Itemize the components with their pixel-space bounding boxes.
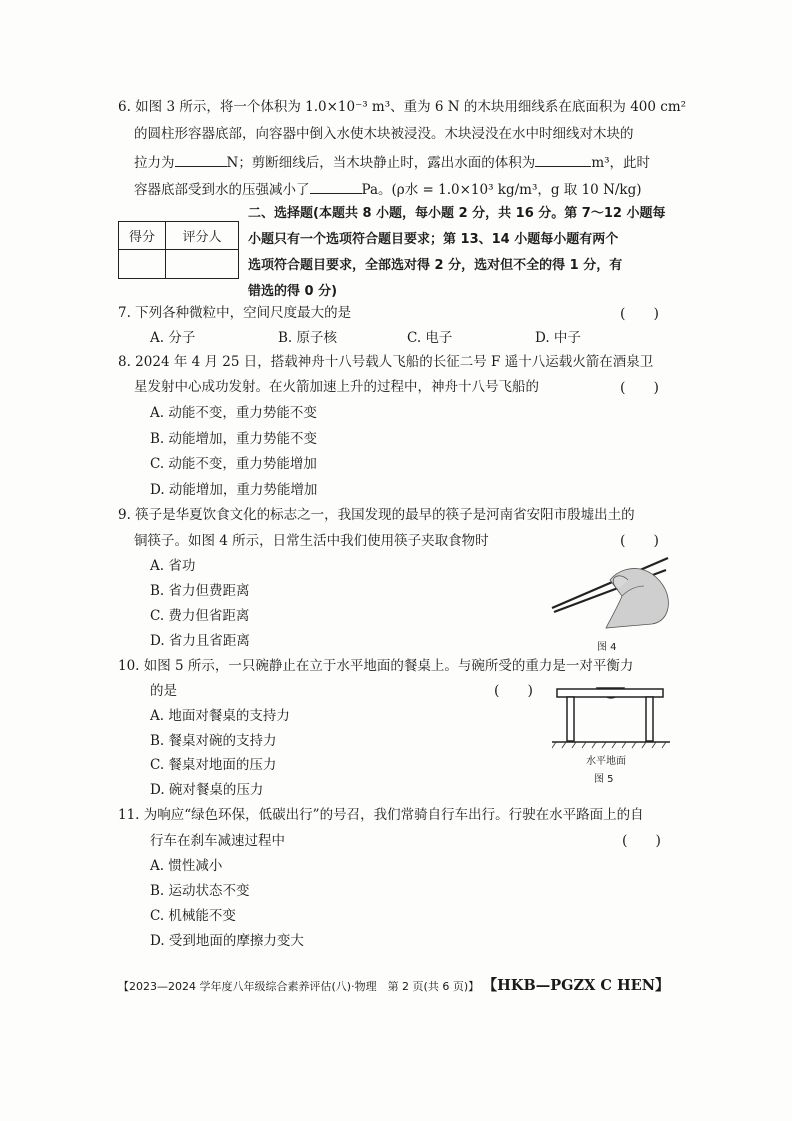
q6-l4a: 容器底部受到水的压强减小了: [134, 182, 310, 198]
section2-line-4: 错选的得 0 分): [248, 284, 338, 299]
q6-blank-1[interactable]: [175, 152, 227, 167]
q6-blank-3[interactable]: [310, 179, 362, 194]
chopsticks-figure: [548, 550, 672, 630]
section2-line-1: 二、选择题(本题共 8 小题，每小题 2 分，共 16 分。第 7～12 小题每: [248, 206, 666, 221]
section2-line-3: 选项符合题目要求，全部选对得 2 分，选对但不全的得 1 分，有: [248, 258, 623, 273]
fig4-caption: 图 4: [597, 642, 617, 653]
q6-line-4: [134, 179, 642, 199]
q10-option-a: A. 地面对餐桌的支持力: [150, 708, 290, 724]
q8-answer-paren[interactable]: ( ): [620, 380, 659, 396]
q9-line-2: 铜筷子。如图 4 所示，日常生活中我们使用筷子夹取食物时: [134, 533, 489, 549]
q10-option-b: B. 餐桌对碗的支持力: [150, 733, 277, 749]
q11-line-1: 11. 为响应“绿色环保，低碳出行”的号召，我们常骑自行车出行。行驶在水平路面上的自: [118, 807, 644, 823]
q7-option-a: A. 分子: [150, 330, 196, 346]
q10-line-2: 的是: [150, 683, 177, 699]
footer-text: 【2023—2024 学年度八年级综合素养评估(八)·物理 第 2 页(共 6 页)】: [118, 980, 480, 993]
score-cell[interactable]: [119, 250, 166, 279]
q6-l3a: 拉力为: [134, 155, 175, 171]
page-footer: [118, 974, 669, 995]
q9-option-a: A. 省功: [150, 558, 196, 574]
q10-option-c: C. 餐桌对地面的压力: [150, 757, 277, 773]
q8-option-b: B. 动能增加，重力势能不变: [150, 431, 318, 447]
q10-answer-paren[interactable]: ( ): [494, 683, 533, 699]
fig5-caption: 图 5: [594, 774, 614, 785]
grader-cell[interactable]: [166, 250, 239, 279]
q6-l4b: Pa。(ρ水 = 1.0×10³ kg/m³，g 取 10 N/kg): [361, 182, 642, 198]
q11-option-a: A. 惯性减小: [150, 858, 223, 874]
q7-option-d: D. 中子: [535, 330, 581, 346]
q11-answer-paren[interactable]: ( ): [622, 833, 661, 849]
q6-line-3: [134, 152, 650, 172]
footer-code: 【HKB—PGZX C HEN】: [482, 977, 670, 994]
q8-option-d: D. 动能增加，重力势能增加: [150, 482, 318, 498]
grader-header: 评分人: [166, 222, 239, 250]
q11-option-c: C. 机械能不变: [150, 908, 236, 924]
q9-option-c: C. 费力但省距离: [150, 608, 250, 624]
q7-answer-paren[interactable]: ( ): [620, 306, 659, 322]
score-header: 得分: [119, 222, 166, 250]
q8-line-1: 8. 2024 年 4 月 25 日，搭载神舟十八号载人飞船的长征二号 F 遥十八运载火箭在酒泉卫: [118, 354, 654, 370]
q9-option-b: B. 省力但费距离: [150, 583, 250, 599]
q6-l3c: m³，此时: [591, 155, 651, 171]
q11-option-d: D. 受到地面的摩擦力变大: [150, 933, 304, 949]
q7-option-b: B. 原子核: [278, 330, 338, 346]
q11-option-b: B. 运动状态不变: [150, 883, 250, 899]
q6-line-1: 6. 如图 3 所示，将一个体积为 1.0×10⁻³ m³、重为 6 N 的木块用细线系在底面积为 400 cm²: [118, 99, 687, 115]
q9-option-d: D. 省力且省距离: [150, 633, 250, 649]
q10-option-d: D. 碗对餐桌的压力: [150, 782, 264, 798]
q6-line-2: 的圆柱形容器底部，向容器中倒入水使木块被浸没。木块浸没在水中时细线对木块的: [134, 126, 634, 142]
q8-option-a: A. 动能不变，重力势能不变: [150, 405, 317, 421]
section2-line-2: 小题只有一个选项符合题目要求；第 13、14 小题每小题有两个: [248, 232, 619, 247]
q10-line-1: 10. 如图 5 所示，一只碗静止在立于水平地面的餐桌上。与碗所受的重力是一对平衡力: [118, 658, 634, 674]
q11-line-2: 行车在刹车减速过程中: [150, 833, 285, 849]
table-bowl-figure: [552, 672, 670, 750]
q9-line-1: 9. 筷子是华夏饮食文化的标志之一，我国发现的最早的筷子是河南省安阳市殷墟出土的: [118, 507, 635, 523]
q8-option-c: C. 动能不变，重力势能增加: [150, 456, 317, 472]
q8-line-2: 星发射中心成功发射。在火箭加速上升的过程中，神舟十八号飞船的: [134, 379, 539, 395]
q7-option-c: C. 电子: [407, 330, 453, 346]
ground-label: 水平地面: [586, 756, 626, 767]
q6-blank-2[interactable]: [535, 152, 591, 167]
q6-l3b: N；剪断细线后，当木块静止时，露出水面的体积为: [226, 155, 536, 171]
q9-answer-paren[interactable]: ( ): [620, 533, 659, 549]
q7-stem: 7. 下列各种微粒中，空间尺度最大的是: [118, 305, 352, 321]
score-table: [118, 221, 239, 279]
